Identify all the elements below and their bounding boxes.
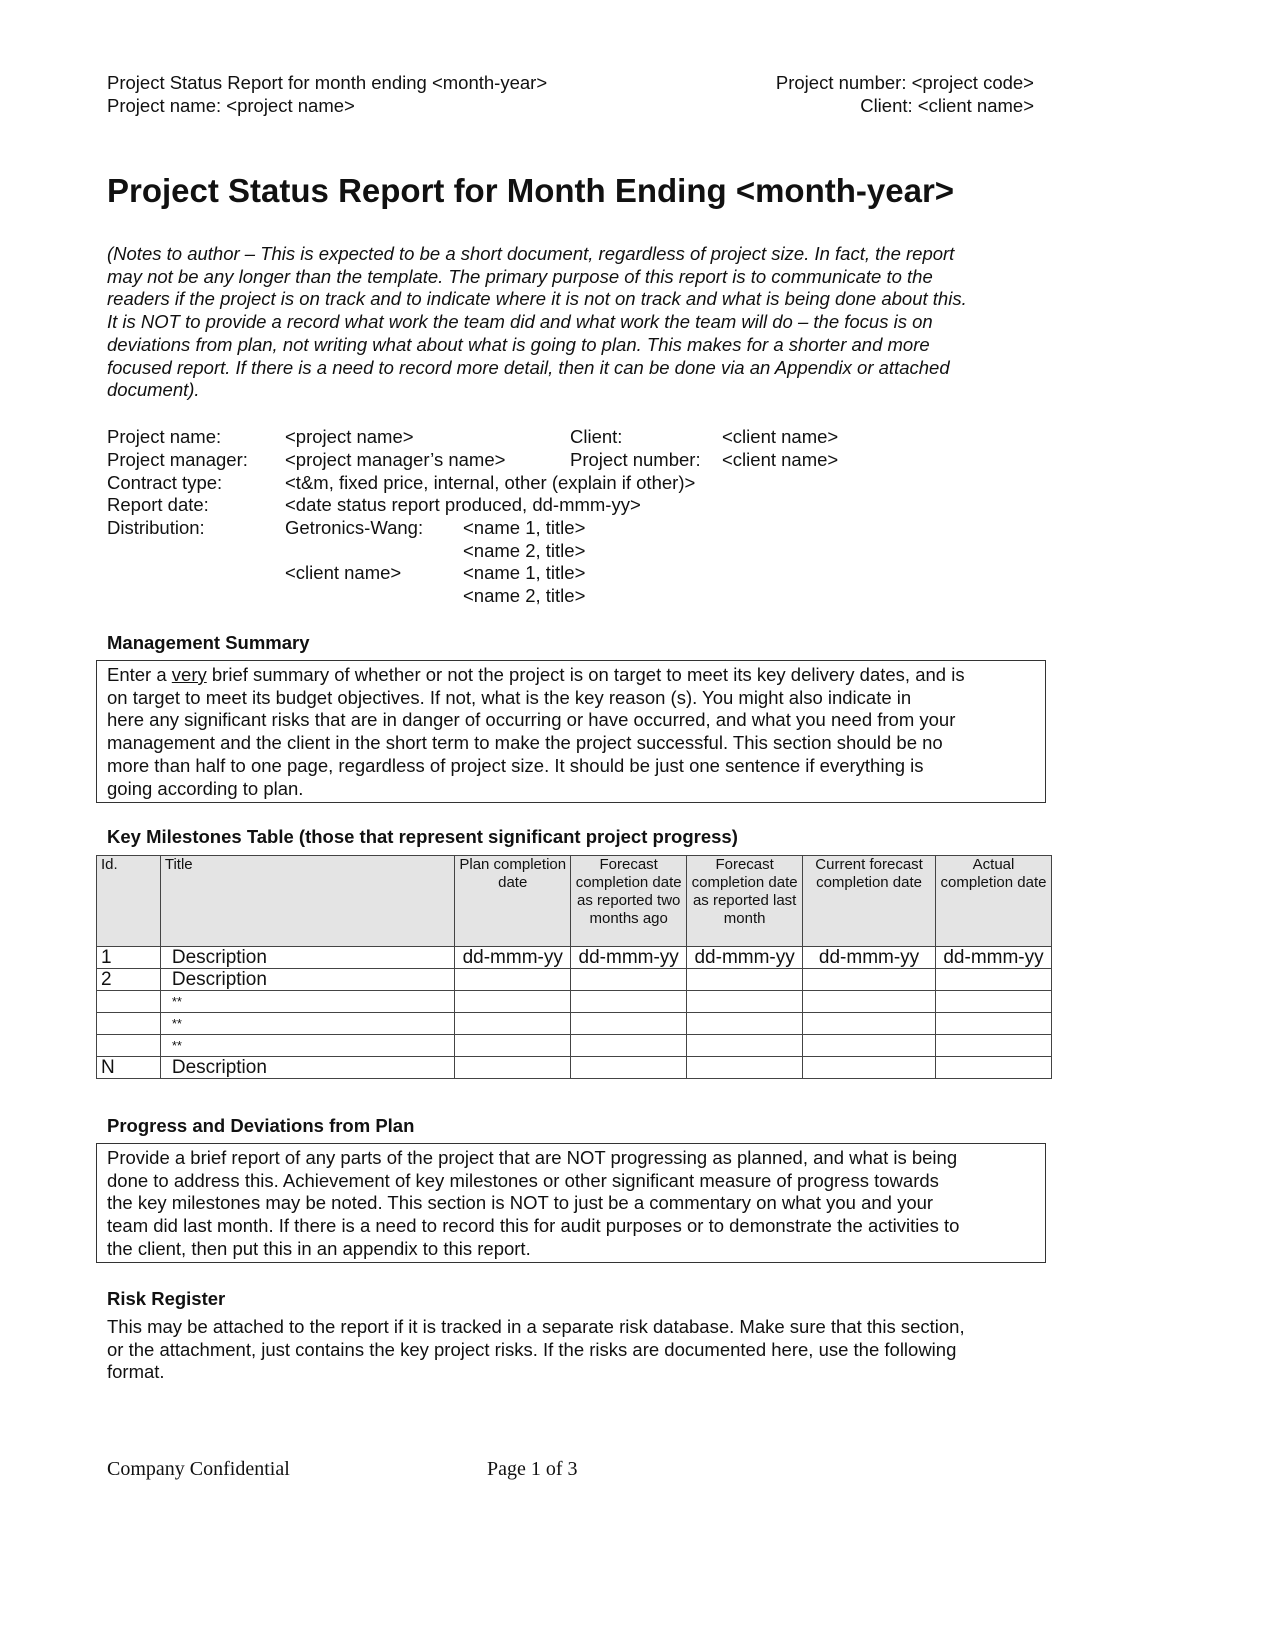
distribution-name: <name 1, title> xyxy=(463,562,586,583)
label-client: Client: xyxy=(570,426,623,447)
text-line: going according to plan. xyxy=(107,777,304,799)
title-cell: ** xyxy=(160,991,454,1013)
distribution-name: <name 1, title> xyxy=(463,517,586,538)
table-row xyxy=(97,1013,1052,1035)
management-summary-heading: Management Summary xyxy=(107,632,310,653)
label-project-name: Project name: xyxy=(107,426,222,447)
forecast-two-months-cell xyxy=(571,1035,687,1057)
text-line: Provide a brief report of any parts of the project that are NOT progressing as planned, and what is being xyxy=(107,1147,958,1168)
forecast-last-month-cell xyxy=(687,1035,803,1057)
id-cell xyxy=(97,991,161,1013)
header-client: Client: <client name> xyxy=(860,94,1034,116)
label-report-date: Report date: xyxy=(107,494,209,515)
id-cell xyxy=(97,1013,161,1035)
running-header-left xyxy=(107,72,547,117)
text-line: readers if the project is on track and to indicate where it is not on track and what is being done about this. xyxy=(107,288,967,310)
text-span: brief summary of whether or not the project is on target to meet its key delivery dates, and is xyxy=(206,664,965,685)
page-title: Project Status Report for Month Ending <month-year> xyxy=(107,172,955,209)
notes-to-author xyxy=(107,243,967,402)
forecast-last-month-cell xyxy=(687,1057,803,1079)
text-line: focused report. If there is a need to record more detail, then it can be done via an Appendix or attached xyxy=(107,356,950,378)
current-forecast-cell xyxy=(803,1035,936,1057)
text-line: (Notes to author – This is expected to be a short document, regardless of project size. In fact, the report xyxy=(107,243,955,264)
label-distribution: Distribution: xyxy=(107,517,205,538)
text-line: done to address this. Achievement of key milestones or other significant measure of progress towards xyxy=(107,1169,939,1191)
text-line: team did last month. If there is a need to record this for audit purposes or to demonstrate the activities to xyxy=(107,1215,960,1237)
actual-date-cell xyxy=(936,1035,1052,1057)
text-line: or the attachment, just contains the key project risks. If the risks are documented here, use the following xyxy=(107,1338,957,1360)
table-row xyxy=(97,969,1052,991)
forecast-last-month-cell xyxy=(687,969,803,991)
current-forecast-cell xyxy=(803,991,936,1013)
distribution-org-1: Getronics-Wang: xyxy=(285,517,424,538)
management-summary-box xyxy=(96,660,1046,803)
value-project-name: <project name> xyxy=(285,426,414,447)
text-line: may not be any longer than the template. The primary purpose of this report is to communicate to the xyxy=(107,265,933,287)
value-report-date: <date status report produced, dd-mmm-yy> xyxy=(285,494,641,515)
title-cell: Description xyxy=(160,969,454,991)
running-header-right xyxy=(776,72,1034,117)
forecast-two-months-cell xyxy=(571,969,687,991)
actual-date-cell: dd-mmm-yy xyxy=(936,947,1052,969)
footer-page-number: Page 1 of 3 xyxy=(487,1458,578,1480)
table-row xyxy=(97,991,1052,1013)
column-header: Current forecast completion date xyxy=(803,856,936,947)
id-cell xyxy=(97,1035,161,1057)
column-header: Plan completion date xyxy=(455,856,571,947)
text-line: here any significant risks that are in danger of occurring or have occurred, and what you need from your xyxy=(107,709,956,731)
table-header-row xyxy=(97,856,1052,947)
current-forecast-cell xyxy=(803,1013,936,1035)
label-project-number: Project number: xyxy=(570,449,701,470)
forecast-two-months-cell: dd-mmm-yy xyxy=(571,947,687,969)
forecast-two-months-cell xyxy=(571,991,687,1013)
plan-date-cell xyxy=(455,991,571,1013)
header-project-number: Project number: <project code> xyxy=(775,72,1034,93)
value-project-manager: <project manager’s name> xyxy=(285,449,506,470)
column-header: Title xyxy=(160,856,454,947)
risk-register-text xyxy=(107,1316,965,1384)
value-project-number: <client name> xyxy=(722,449,839,470)
forecast-last-month-cell: dd-mmm-yy xyxy=(687,947,803,969)
risk-register-heading: Risk Register xyxy=(107,1288,226,1309)
progress-box xyxy=(96,1143,1046,1263)
title-cell: Description xyxy=(160,1057,454,1079)
column-header: Actual completion date xyxy=(936,856,1052,947)
text-line: the key milestones may be noted. This section is NOT to just be a commentary on what you and your xyxy=(107,1192,934,1214)
text-line: deviations from plan, not writing what about what is going to plan. This makes for a shorter and more xyxy=(107,333,930,355)
plan-date-cell xyxy=(455,1057,571,1079)
table-row xyxy=(97,1057,1052,1079)
text-line: management and the client in the short term to make the project successful. This section should be no xyxy=(107,732,943,754)
header-project-name: Project name: <project name> xyxy=(107,94,355,116)
current-forecast-cell: dd-mmm-yy xyxy=(803,947,936,969)
current-forecast-cell xyxy=(803,1057,936,1079)
milestones-table xyxy=(96,855,1052,1079)
id-cell: 1 xyxy=(97,947,161,969)
current-forecast-cell xyxy=(803,969,936,991)
label-project-manager: Project manager: xyxy=(107,449,248,470)
title-cell: ** xyxy=(160,1013,454,1035)
text-line: the client, then put this in an appendix to this report. xyxy=(107,1237,531,1259)
forecast-two-months-cell xyxy=(571,1013,687,1035)
milestones-heading: Key Milestones Table (those that represent significant project progress) xyxy=(107,826,738,847)
header-report-line: Project Status Report for month ending <month-year> xyxy=(107,72,548,93)
value-contract-type: <t&m, fixed price, internal, other (explain if other)> xyxy=(285,472,696,493)
forecast-last-month-cell xyxy=(687,1013,803,1035)
label-contract-type: Contract type: xyxy=(107,472,223,493)
title-cell: ** xyxy=(160,1035,454,1057)
text-span: Enter a xyxy=(107,664,172,685)
table-row xyxy=(97,947,1052,969)
progress-heading: Progress and Deviations from Plan xyxy=(107,1115,415,1136)
distribution-name: <name 2, title> xyxy=(463,585,586,606)
actual-date-cell xyxy=(936,1013,1052,1035)
column-header: Forecast completion date as reported two months ago xyxy=(571,856,687,947)
id-cell: N xyxy=(97,1057,161,1079)
title-cell: Description xyxy=(160,947,454,969)
actual-date-cell xyxy=(936,969,1052,991)
text-line: It is NOT to provide a record what work the team did and what work the team will do – the focus is on xyxy=(107,311,933,333)
forecast-two-months-cell xyxy=(571,1057,687,1079)
plan-date-cell xyxy=(455,969,571,991)
distribution-name: <name 2, title> xyxy=(463,540,586,561)
text-line: format. xyxy=(107,1361,165,1383)
actual-date-cell xyxy=(936,991,1052,1013)
id-cell: 2 xyxy=(97,969,161,991)
text-line xyxy=(107,664,1035,687)
column-header: Id. xyxy=(97,856,161,947)
actual-date-cell xyxy=(936,1057,1052,1079)
footer-confidential: Company Confidential xyxy=(107,1458,290,1480)
plan-date-cell: dd-mmm-yy xyxy=(455,947,571,969)
text-line: This may be attached to the report if it is tracked in a separate risk database. Make sure that this section, xyxy=(107,1316,965,1337)
value-client: <client name> xyxy=(722,426,839,447)
text-line: document). xyxy=(107,379,200,401)
forecast-last-month-cell xyxy=(687,991,803,1013)
column-header: Forecast completion date as reported last month xyxy=(687,856,803,947)
text-line: on target to meet its budget objectives. If not, what is the key reason (s). You might also indicate in xyxy=(107,686,912,708)
distribution-org-2: <client name> xyxy=(285,562,402,583)
plan-date-cell xyxy=(455,1013,571,1035)
emphasis: very xyxy=(171,664,207,685)
table-row xyxy=(97,1035,1052,1057)
text-line: more than half to one page, regardless of project size. It should be just one sentence if everything is xyxy=(107,754,924,776)
plan-date-cell xyxy=(455,1035,571,1057)
